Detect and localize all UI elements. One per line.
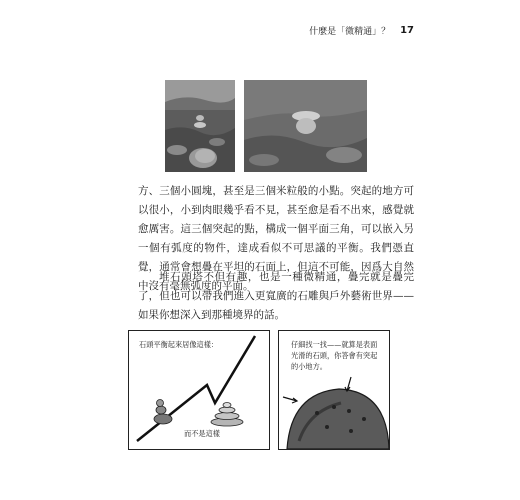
illustration-caption-bottom: 而不是這樣 [184, 429, 220, 438]
body-paragraph-1: 方、三個小圓塊，甚至是三個米粒般的小點。突起的地方可以很小，小到肉眼幾乎看不見，甚至愈是看不出來，感覺就愈厲害。這三個突起的點，構成一個平面三角，可以嵌入另一個有弧度的物件，達成看似不可思議的平衡。我們憑直覺，通常會想疊在平坦的石面上，但這不可能，因爲大自然中沒有毫無弧度的平面。 [138, 185, 414, 292]
page-header [309, 24, 414, 37]
illustration-left-panel [128, 330, 270, 450]
illustration-caption-top: 石頭平衡起來居像這樣： [139, 340, 219, 349]
balanced-stones-beach-photo [165, 80, 235, 172]
balanced-stones-rock-photo [244, 80, 367, 172]
body-paragraph-2: 堆石頭塔不但有趣，也是一種微精通，疊完就是疊完了，但也可以帶我們進入更寬廣的石雕與戶外藝術世界——如果你想深入到那種境界的話。 [138, 271, 414, 321]
illustration-caption-right: 仔細找一找——就算是表面光滑的石頭，你答會有突起的小地方。 [291, 340, 378, 371]
illustration-right-panel [278, 330, 390, 450]
running-title: 什麼是「微精通」？ [309, 27, 391, 37]
page-number: 17 [400, 25, 414, 36]
